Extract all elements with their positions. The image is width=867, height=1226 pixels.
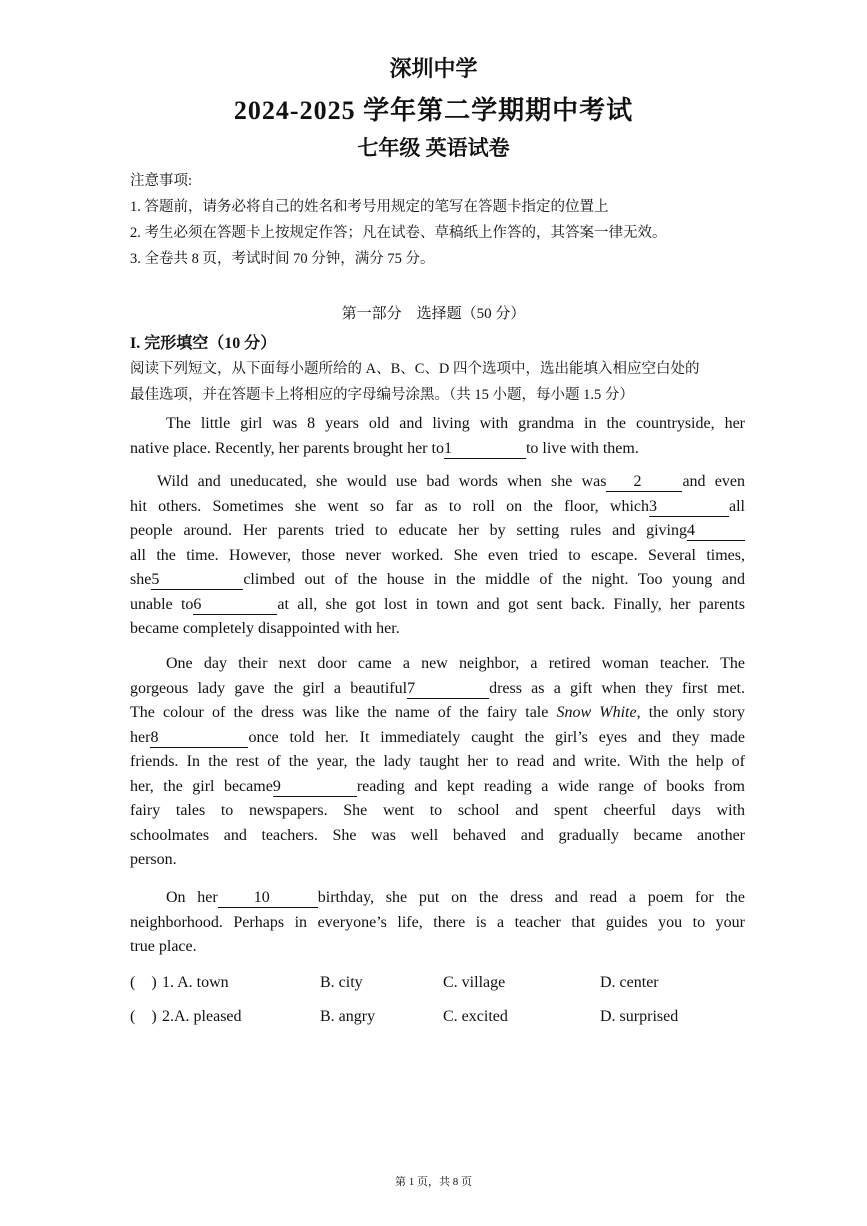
school-name: 深圳中学 xyxy=(389,56,478,81)
passage-line: friends. In the rest of the year, the lady taught her to read and write. With the help of xyxy=(130,753,745,770)
passage-line: unable to6 at all, she got lost in town and got sent back. Finally, her parents xyxy=(130,595,746,613)
blank-7: 7 xyxy=(407,680,489,699)
passage-line: neighborhood. Perhaps in everyone’s life, there is a teacher that guides you to your xyxy=(130,913,745,931)
option-a: 1. A. town xyxy=(162,974,229,991)
passage-line: The little girl was 8 years old and living with grandma in the countryside, her xyxy=(166,415,745,432)
passage-line: schoolmates and teachers. She was well behaved and gradually became another xyxy=(130,826,745,844)
option-b: B. angry xyxy=(320,1008,376,1025)
option-a: 2.A. pleased xyxy=(162,1008,242,1025)
passage-line: became completely disappointed with her. xyxy=(130,620,400,637)
exam-title: 2024-2025 学年第二学期期中考试 xyxy=(233,96,634,125)
option-d: D. center xyxy=(600,974,659,991)
notes-heading: 注意事项: xyxy=(130,173,193,189)
note-item: 1. 答题前，请务必将自己的姓名和考号用规定的笔写在答题卡指定的位置上 xyxy=(130,199,609,215)
blank-9: 9 xyxy=(273,778,357,797)
blank-1: 1 xyxy=(444,440,526,459)
instruction-line: 阅读下列短文，从下面每小题所给的 A、B、C、D 四个选项中，选出能填入相应空白处的 xyxy=(130,361,700,377)
passage-line: gorgeous lady gave the girl a beautiful7 dress as a gift when they first met. xyxy=(130,679,745,697)
page-footer: 第 1 页，共 8 页 xyxy=(395,1176,472,1188)
passage-line: native place. Recently, her parents brought her to1 to live with them. xyxy=(130,439,639,457)
passage-line: she5 climbed out of the house in the middle of the night. Too young and xyxy=(130,571,745,588)
passage-line: One day their next door came a new neighbor, a retired woman teacher. The xyxy=(166,655,745,672)
passage-line: person. xyxy=(130,851,177,868)
answer-bracket: ( ) xyxy=(130,974,157,991)
section-instructions xyxy=(130,356,745,408)
blank-8: 8 xyxy=(150,729,248,748)
option-b: B. city xyxy=(320,974,363,991)
blank-5: 5 xyxy=(151,571,243,590)
passage-line: people around. Her parents tried to educate her by setting rules and giving4 xyxy=(130,519,745,544)
section-title: I. 完形填空（10 分） xyxy=(130,335,277,352)
blank-3: 3 xyxy=(649,498,729,517)
passage-line: fairy tales to newspapers. She went to school and spent cheerful days with xyxy=(130,802,745,819)
note-item: 3. 全卷共 8 页，考试时间 70 分钟，满分 75 分。 xyxy=(130,251,435,267)
passage-line: The colour of the dress was like the name of the fairy tale Snow White, the only story xyxy=(130,704,745,721)
blank-4: 4 xyxy=(687,522,745,541)
passage-paragraph-2 xyxy=(130,470,745,642)
notes-section xyxy=(130,168,667,272)
passage-line: her8 once told her. It immediately caught the girl’s eyes and they made xyxy=(130,728,745,746)
part-title: 第一部分 选择题（50 分） xyxy=(341,306,526,322)
option-c: C. village xyxy=(443,974,506,991)
question-row xyxy=(130,971,745,995)
passage-line: true place. xyxy=(130,938,197,955)
question-row xyxy=(130,1005,745,1029)
passage-line: hit others. Sometimes she went so far as to roll on the floor, which3 all xyxy=(130,497,745,515)
option-d: D. surprised xyxy=(600,1008,679,1025)
note-item: 2. 考生必须在答题卡上按规定作答；凡在试卷、草稿纸上作答的，其答案一律无效。 xyxy=(130,225,667,241)
exam-subtitle: 七年级 英语试卷 xyxy=(357,136,510,160)
answer-bracket: ( ) xyxy=(130,1008,157,1025)
blank-2: 2 xyxy=(606,473,682,492)
blank-6: 6 xyxy=(193,596,277,615)
passage-paragraph-3 xyxy=(130,652,745,873)
passage-line: Wild and uneducated, she would use bad words when she was 2 and even xyxy=(157,473,745,490)
passage-line: her, the girl became9 reading and kept reading a wide range of books from xyxy=(130,777,745,795)
passage-paragraph-1 xyxy=(130,412,745,461)
blank-10: 10 xyxy=(218,889,318,908)
passage-paragraph-4 xyxy=(130,886,745,960)
option-c: C. excited xyxy=(443,1008,508,1025)
passage-line: On her 10 birthday, she put on the dress and read a poem for the xyxy=(166,889,746,906)
passage-line: all the time. However, those never worked. She even tried to escape. Several times, xyxy=(130,546,745,564)
instruction-line: 最佳选项，并在答题卡上将相应的字母编号涂黑。（共 15 小题，每小题 1.5 分） xyxy=(130,387,634,403)
